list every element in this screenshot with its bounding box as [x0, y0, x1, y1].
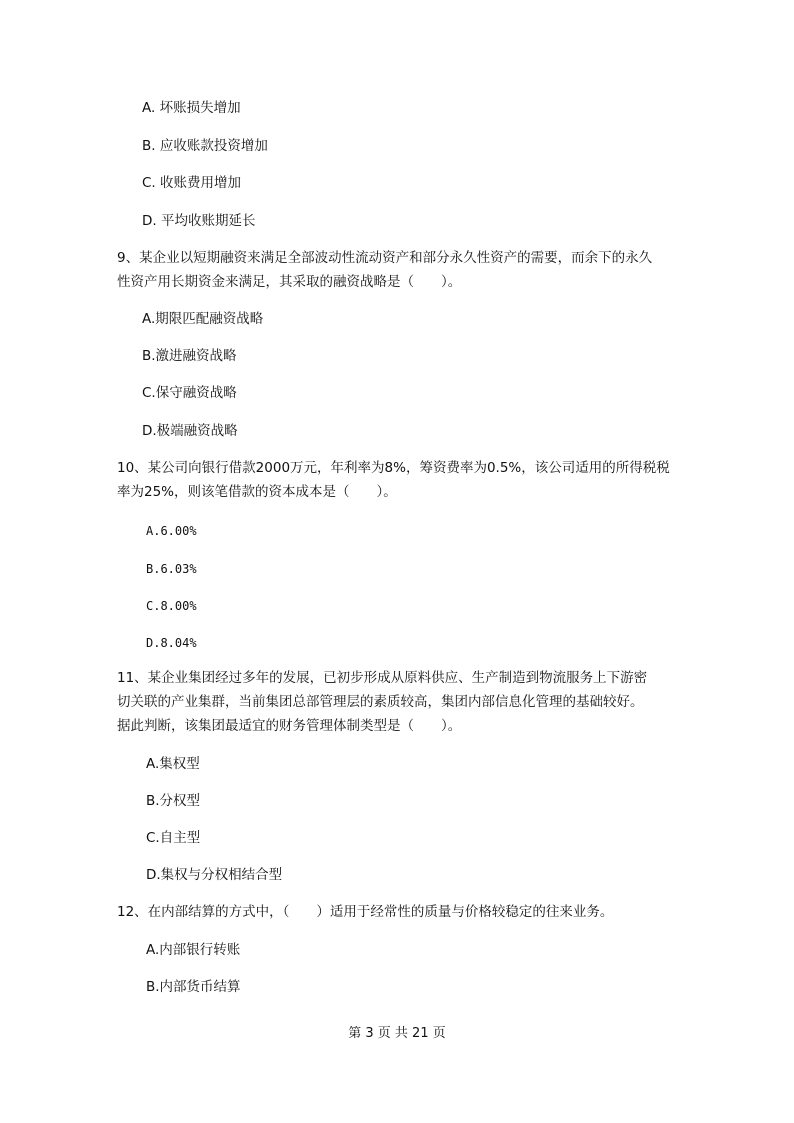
- question-9-text-line-1: 9、某企业以短期融资来满足全部波动性流动资产和部分永久性资产的需要，而余下的永久: [117, 250, 653, 266]
- question-11-option-a: A.集权型: [146, 756, 200, 772]
- question-10-text-line-2: 率为25%，则该笔借款的资本成本是（ ）。: [117, 484, 397, 500]
- question-10-option-d: D.8.04%: [146, 636, 197, 650]
- prev-option-a: A. 坏账损失增加: [142, 100, 241, 116]
- question-12-option-a: A.内部银行转账: [146, 942, 241, 958]
- question-9-option-b: B.激进融资战略: [142, 348, 237, 364]
- prev-option-c: C. 收账费用增加: [142, 175, 242, 191]
- question-9-text-line-2: 性资产用长期资金来满足，其采取的融资战略是（ ）。: [117, 274, 462, 290]
- question-9-option-c: C.保守融资战略: [142, 385, 237, 401]
- question-9-option-a: A.期限匹配融资战略: [142, 311, 264, 327]
- question-10-option-a: A.6.00%: [146, 524, 197, 538]
- question-11-text-line-1: 11、某企业集团经过多年的发展，已初步形成从原料供应、生产制造到物流服务上下游密: [117, 670, 648, 686]
- question-11-text-line-2: 切关联的产业集群，当前集团总部管理层的素质较高，集团内部信息化管理的基础较好。: [117, 694, 644, 710]
- question-10-text-line-1: 10、某公司向银行借款2000万元，年利率为8%，筹资费率为0.5%，该公司适用的所得税税: [117, 460, 670, 476]
- question-11-option-d: D.集权与分权相结合型: [146, 867, 283, 883]
- prev-option-d: D. 平均收账期延长: [142, 213, 256, 229]
- question-11-option-b: B.分权型: [146, 793, 201, 809]
- question-12-option-b: B.内部货币结算: [146, 979, 241, 995]
- prev-option-b: B. 应收账款投资增加: [142, 138, 268, 154]
- question-10-option-c: C.8.00%: [146, 599, 197, 613]
- question-11-text-line-3: 据此判断，该集团最适宜的财务管理体制类型是（ ）。: [117, 718, 462, 734]
- question-11-option-c: C.自主型: [146, 830, 201, 846]
- question-9-option-d: D.极端融资战略: [142, 423, 238, 439]
- question-10-option-b: B.6.03%: [146, 562, 197, 576]
- page-number-footer: 第 3 页 共 21 页: [348, 1026, 446, 1041]
- question-12-text-line-1: 12、在内部结算的方式中，（ ）适用于经常性的质量与价格较稳定的往来业务。: [117, 904, 614, 920]
